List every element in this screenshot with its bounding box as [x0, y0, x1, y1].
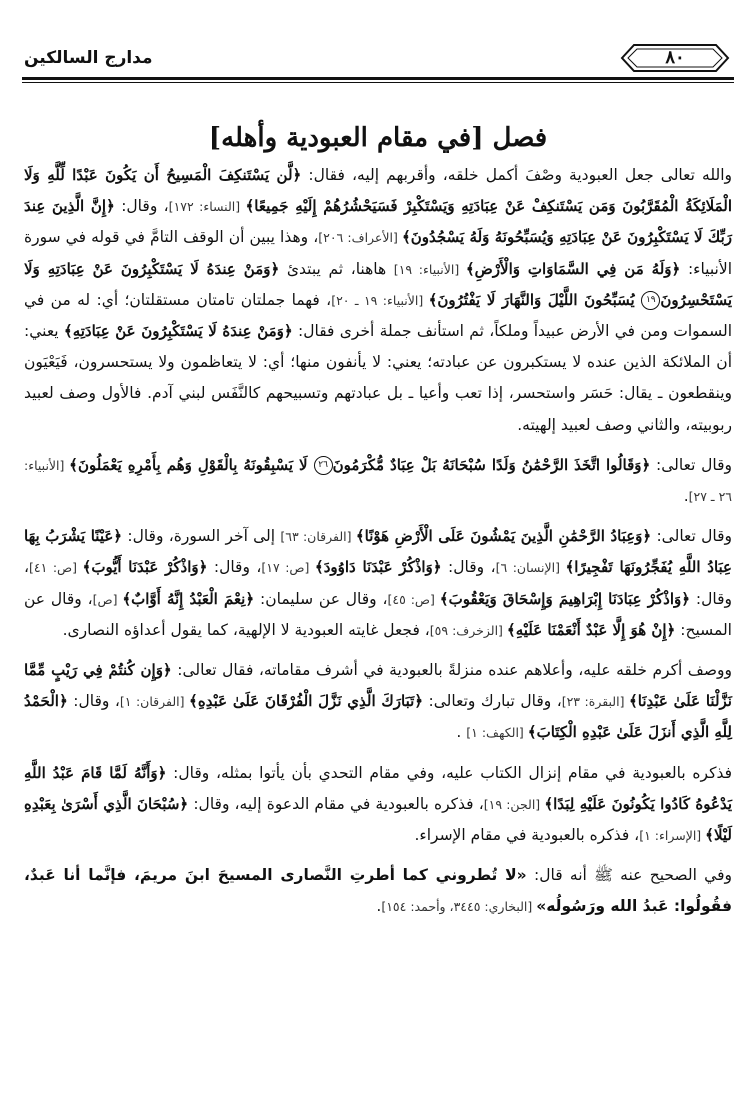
body-text-segment: والله تعالى جعل العبودية وصْفَ أكمل خلقه، وأقربهم إليه، فقال:: [301, 166, 732, 184]
quran-verse: ﴿وَعِبَادُ الرَّحْمَٰنِ الَّذِينَ يَمْشُونَ عَلَى الْأَرْضِ هَوْنًا﴾: [355, 527, 652, 546]
body-text-segment: ، فذكره بالعبودية في مقام الدعوة إليه، وقال:: [188, 794, 484, 813]
quran-verse: ﴿لَّن يَسْتَنكِفَ الْمَسِيحُ أَن يَكُونَ عَبْدًا لِّلَّهِ وَلَا الْمَلَائِكَةُ الْمُقَرَّبُونَ وَمَن يَسْتَنكِفْ عَنْ عِبَادَتِهِ وَيَسْتَكْبِرْ فَسَيَحْشُرُهُمْ إِلَيْهِ جَمِيعًا﴾: [24, 166, 732, 216]
verse-reference: [الجن: ١٩]: [483, 796, 545, 812]
verse-reference: [الفرقان: ١]: [119, 694, 190, 710]
body-text-segment: إلى آخر السورة، وقال:: [122, 527, 281, 546]
paragraph: [24, 860, 732, 922]
body-text-segment: ، وقال تبارك وتعالى:: [423, 692, 562, 711]
quran-verse: ﴿نِعْمَ الْعَبْدُ إِنَّهُ أَوَّابٌ﴾: [122, 589, 255, 608]
quran-verse: ﴿وَاذْكُرْ عِبَادَنَا إِبْرَاهِيمَ وَإِسْحَاقَ وَيَعْقُوبَ﴾: [439, 589, 691, 608]
body-text-segment: ووصف أكرم خلقه عليه، وأعلاهم عنده منزلةً بالعبودية في أشرف مقاماته، فقال تعالى:: [171, 661, 732, 680]
body-text-segment: ، فهما جملتان تامتان مستقلتان؛ أي: له من في السموات ومن في الأرض عبيداً وملكاً، ثم استأنف جملة أخرى فقال:: [24, 290, 732, 341]
ayah-number-marker: ١٩: [641, 291, 660, 310]
verse-reference: [الأنبياء: ١٩]: [393, 261, 466, 277]
verse-reference: [ص: ٤٥]: [387, 591, 440, 607]
verse-reference: [ص: ١٧]: [261, 560, 315, 576]
verse-reference: [الإسراء: ١]: [639, 828, 706, 844]
body-text-segment: ، وقال:: [24, 558, 732, 608]
body-text-segment: ، وقال عن المسيح:: [24, 589, 732, 639]
quran-verse: ﴿عَيْنًا يَشْرَبُ بِهَا عِبَادُ اللَّهِ يُفَجِّرُونَهَا تَفْجِيرًا﴾: [24, 527, 733, 577]
verse-reference: [البخاري: ٣٤٤٥، وأحمد: ١٥٤]: [381, 899, 537, 915]
paragraph: [24, 758, 732, 852]
body-text-segment: ، فذكره بالعبودية في مقام الإسراء.: [414, 826, 640, 845]
verse-reference: [البقرة: ٢٣]: [561, 694, 629, 710]
paragraph: [24, 160, 732, 441]
body-text: [24, 160, 732, 923]
running-book-title: مدارج السالكين: [24, 48, 153, 68]
verse-reference: [الأنبياء: ١٩ ـ ٢٠]: [331, 292, 429, 308]
quran-verse: ﴿وَاذْكُرْ عَبْدَنَا دَاوُودَ﴾: [314, 558, 442, 577]
page-number-frame: [620, 43, 730, 73]
paragraph: [24, 521, 732, 646]
ayah-number-marker: ٢٦: [314, 456, 333, 475]
quran-verse: ﴿إِنْ هُوَ إِلَّا عَبْدٌ أَنْعَمْنَا عَلَيْهِ﴾: [506, 620, 676, 639]
verse-reference: [الزخرف: ٥٩]: [429, 622, 507, 638]
verse-reference: [الإنسان: ٦]: [495, 560, 566, 576]
verse-reference: [الأعراف: ٢٠٦]: [318, 230, 402, 246]
quran-verse: ﴿وَإِن كُنتُمْ فِي رَيْبٍ مِّمَّا نَزَّلْنَا عَلَىٰ عَبْدِنَا﴾: [24, 661, 732, 711]
quran-verse: ﴿وَأَنَّهُ لَمَّا قَامَ عَبْدُ اللَّهِ يَدْعُوهُ كَادُوا يَكُونُونَ عَلَيْهِ لِبَدًا﴾: [24, 763, 733, 813]
paragraph: [24, 655, 732, 749]
body-text-segment: ، وقال:: [207, 558, 262, 577]
quran-verse: يُسَبِّحُونَ اللَّيْلَ وَالنَّهَارَ لَا يَفْتُرُونَ﴾: [428, 290, 642, 309]
body-text-segment: وقال تعالى:: [650, 455, 732, 474]
body-text-segment: هاهنا، ثم يبتدئ: [279, 259, 394, 278]
quran-verse: لَا يَسْبِقُونَهُ بِالْقَوْلِ وَهُم بِأَمْرِهِ يَعْمَلُونَ﴾: [69, 455, 314, 474]
quran-verse: ﴿وَمَنْ عِندَهُ لَا يَسْتَكْبِرُونَ عَنْ عِبَادَتِهِ وَلَا يَسْتَحْسِرُونَ: [24, 259, 732, 309]
verse-reference: [النساء: ١٧٢]: [168, 199, 246, 215]
verse-reference: [الكهف: ١]: [466, 725, 528, 741]
verse-reference: [الفرقان: ٦٣]: [280, 529, 356, 545]
body-text-segment: .: [456, 723, 467, 742]
header-rule-thin: [22, 82, 734, 83]
body-text-segment: .: [683, 487, 689, 506]
body-text-segment: ، وقال عن سليمان:: [254, 589, 388, 608]
paragraph: [24, 450, 732, 512]
quran-verse: ﴿سُبْحَانَ الَّذِي أَسْرَىٰ بِعَبْدِهِ لَيْلًا﴾: [24, 794, 732, 845]
section-heading: فصل [في مقام العبودية وأهله]: [208, 123, 548, 154]
verse-reference: [الأنبياء: ٢٦ ـ ٢٧]: [24, 457, 732, 505]
body-text-segment: يعني: أن الملائكة الذين عنده لا يستكبرون عن عبادته؛ يعني: لا يأنفون منها؛ أي: لا يتعاظمون ولا يستحسرون، فَيَعْيَون وينقطعون ـ يقال: حَسَر واستحسر، إذا تعب وأعيا ـ بل عبادتهم وتسبيحهم كالنَّفَس لبني آدم. فالأول وصف لعبيد ربوبيته، والثاني وصف لعبيد إلهيته.: [24, 322, 732, 434]
body-text-segment: .: [376, 897, 382, 916]
body-text-segment: ، فجعل غايته العبودية لا الإلهية، كما يقول أعداؤه النصارى.: [62, 620, 430, 639]
verse-reference: [ص]: [92, 591, 123, 607]
body-text-segment: ، وهذا يبين أن الوقف التامَّ في قوله في سورة الأنبياء:: [24, 228, 732, 278]
body-text-segment: وقال تعالى:: [651, 527, 732, 546]
verse-reference: [ص: ٤١]: [29, 560, 83, 576]
body-text-segment: فذكره بالعبودية في مقام إنزال الكتاب عليه، وفي مقام التحدي بأن يأتوا بمثله، وقال:: [166, 763, 733, 782]
quran-verse: ﴿وَمَنْ عِندَهُ لَا يَسْتَكْبِرُونَ عَنْ عِبَادَتِهِ﴾: [63, 322, 293, 341]
quran-verse: ﴿تَبَارَكَ الَّذِي نَزَّلَ الْفُرْقَانَ عَلَىٰ عَبْدِهِ﴾: [189, 692, 424, 711]
body-text-segment: ، وقال:: [441, 558, 496, 577]
quran-verse: ﴿وَقَالُوا اتَّخَذَ الرَّحْمَٰنُ وَلَدًا سُبْحَانَهُ بَلْ عِبَادٌ مُّكْرَمُونَ: [332, 455, 651, 474]
hadith-text: «لا تُطروني كما أطرتِ النَّصارى المسيحَ ابنَ مريمَ، فإنَّما أنا عَبدٌ، فقُولُوا: عَبدُ الله ورَسُولُه»: [24, 866, 732, 916]
quran-verse: ﴿الْحَمْدُ لِلَّهِ الَّذِي أَنزَلَ عَلَىٰ عَبْدِهِ الْكِتَابَ﴾: [24, 692, 732, 742]
header-rule: [22, 77, 734, 80]
page-header: [22, 40, 734, 76]
body-text-segment: ، وقال:: [67, 692, 120, 711]
quran-verse: ﴿إِنَّ الَّذِينَ عِندَ رَبِّكَ لَا يَسْتَكْبِرُونَ عَنْ عِبَادَتِهِ وَيُسَبِّحُونَهُ وَلَهُ يَسْجُدُونَ﴾: [24, 197, 732, 247]
body-text-segment: وفي الصحيح عنه ﷺ أنه قال:: [526, 866, 732, 885]
page-number: ٨٠: [665, 47, 685, 68]
quran-verse: ﴿وَلَهُ مَن فِي السَّمَاوَاتِ وَالْأَرْضِ﴾: [465, 259, 681, 278]
body-text-segment: ، وقال:: [114, 197, 169, 216]
quran-verse: ﴿وَاذْكُرْ عَبْدَنَا أَيُّوبَ﴾: [82, 558, 208, 577]
